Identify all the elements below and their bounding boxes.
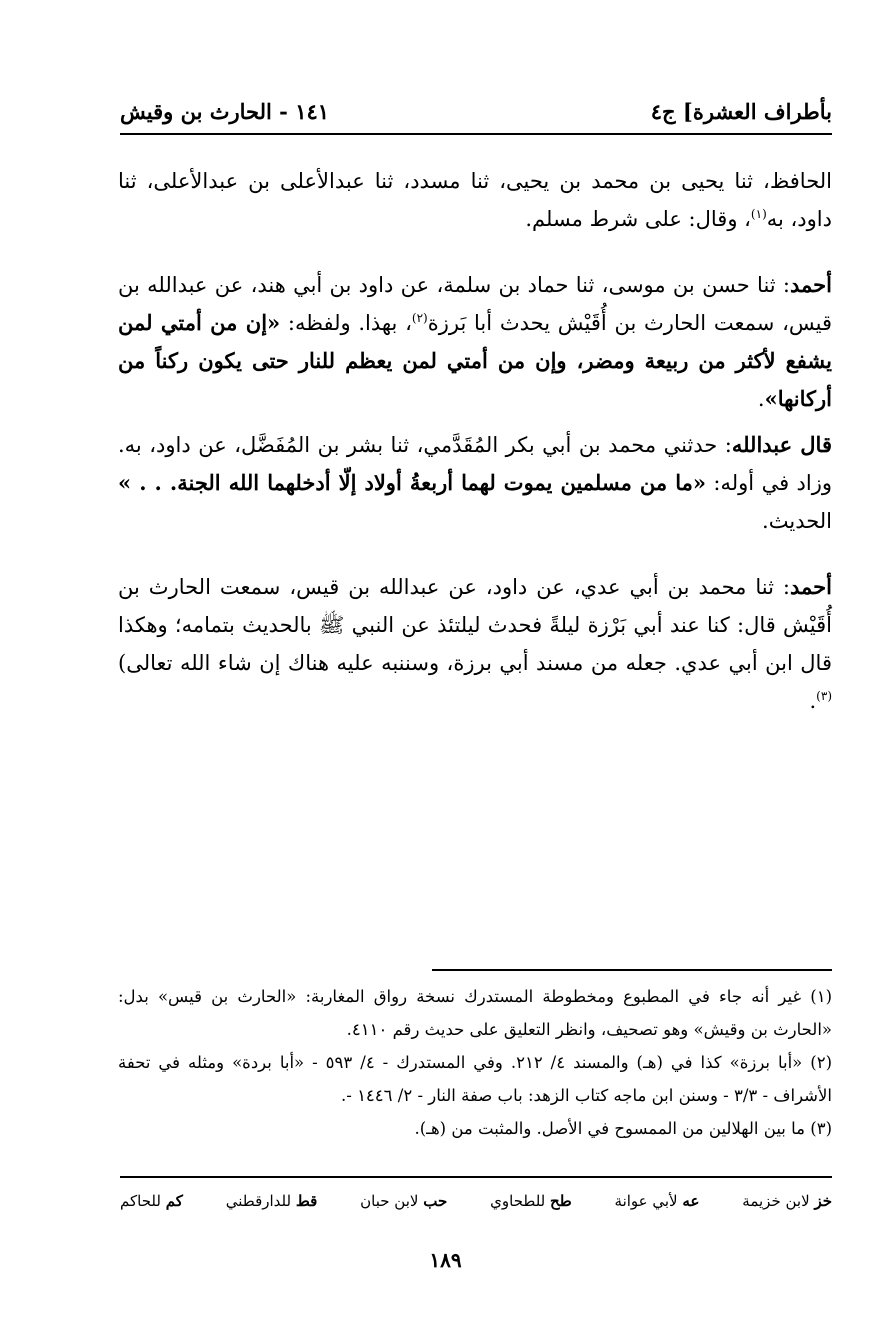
main-text (118, 162, 832, 720)
abbreviations-rule (120, 1176, 832, 1178)
footnote-ref-1: (١) (750, 207, 767, 221)
hadith-quote: «إن من أمتي لمن يشفع لأكثر من ربيعة ومضر، وإن من أمتي لمن يعظم للنار حتى يكون ركناً من أركانها» (118, 310, 832, 411)
footnote-2: (٢) «أبا برزة» كذا في (هـ) والمسند ٤/ ٢١٢. وفي المستدرك - ٤/ ٥٩٣ - «أبا بردة» ومثله في تحفة الأشراف - ٣/٣ - وسنن ابن ماجه كتاب الزهد: باب صفة النار - ٢/ ١٤٤٦ -. (118, 1053, 833, 1105)
abbreviations-legend (120, 1192, 832, 1210)
abbreviation: كم للحاكم (120, 1192, 183, 1210)
paragraph-3: قال عبدالله: حدثني محمد بن أبي بكر المُقَدَّمي، ثنا بشر بن المُفَضَّل، عن داود، به. وزاد في أوله: «ما من مسلمين يموت لهما أربعةُ أولاد إلّا أدخلهما الله الجنة. . . » الحديث. (118, 432, 832, 533)
page-number: ١٨٩ (429, 1248, 462, 1272)
book-title: بأطراف العشرة] ج٤ (650, 99, 832, 124)
abbreviation: عه لأبي عوانة (614, 1192, 700, 1210)
paragraph-4: أحمد: ثنا محمد بن أبي عدي، عن داود، عن عبدالله بن قيس، سمعت الحارث بن أُقَيْش قال: كنا عند أبي بَرْزة ليلةً فحدث ليلتئذ عن النبي ﷺ بالحديث بتمامه؛ وهكذا قال ابن أبي عدي. جعله من مسند أبي برزة، وسننبه عليه هناك إن شاء الله تعالى)$^{(٣)}$. (118, 574, 832, 713)
abbreviation: قط للدارقطني (225, 1192, 318, 1210)
abbreviation: حب لابن حبان (360, 1192, 448, 1210)
abbreviation: طح للطحاوي (490, 1192, 572, 1210)
paragraph-1: الحافظ، ثنا يحيى بن محمد بن يحيى، ثنا مسدد، ثنا عبدالأعلى بن عبدالأعلى، ثنا داود، به$^{(١)}$، وقال: على شرط مسلم. (118, 169, 832, 231)
entry-title: ١٤١ - الحارث بن وقيش (120, 99, 330, 124)
hadith-quote: «ما من مسلمين يموت لهما أربعةُ أولاد إلّا أدخلهما الله الجنة. . . » (118, 470, 706, 495)
source-label: أحمد (790, 574, 832, 599)
header-rule (120, 133, 832, 135)
footnote-1: (١) غير أنه جاء في المطبوع ومخطوطة المستدرك نسخة رواق المغاربة: «الحارث بن قيس» بدل: «الحارث بن وقيش» وهو تصحيف، وانظر التعليق على حديث رقم ٤١١٠. (118, 987, 832, 1039)
footnote-3: (٣) ما بين الهلالين من الممسوح في الأصل. والمثبت من (هـ). (414, 1119, 832, 1138)
source-label: قال عبدالله (731, 432, 832, 457)
source-label: أحمد (790, 272, 832, 297)
footnote-rule (432, 969, 832, 971)
abbreviation: خز لابن خزيمة (742, 1192, 832, 1210)
footnote-ref-2: (٢) (411, 311, 428, 325)
footnote-ref-3: (٣) (816, 689, 832, 703)
running-header (120, 84, 832, 124)
footnotes (118, 980, 832, 1145)
paragraph-2: أحمد: ثنا حسن بن موسى، ثنا حماد بن سلمة، عن داود بن أبي هند، عن عبدالله بن قيس، سمعت الحارث بن أُقَيْش يحدث أبا بَرزة$^{(٢)}$، بهذا. ولفظه: «إن من أمتي لمن يشفع لأكثر من ربيعة ومضر، وإن من أمتي لمن يعظم للنار حتى يكون ركناً من أركانها». (118, 272, 832, 411)
